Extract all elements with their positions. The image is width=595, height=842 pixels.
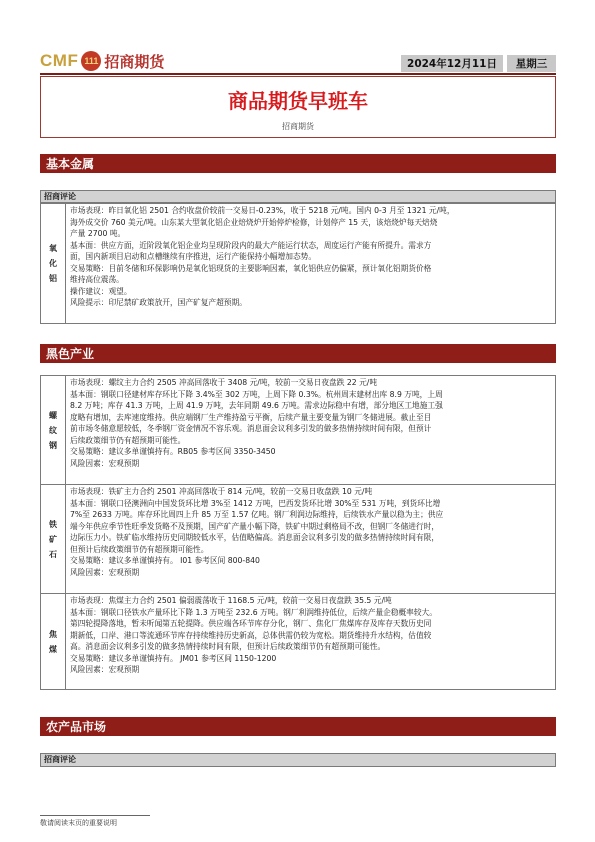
table-row [41,204,556,324]
text-line: 市场表现：铁矿主力合约 2501 冲高回落收于 814 元/吨，较前一交易日收盘跌 10 元/吨 [70,487,373,496]
text-line: 风险因素：宏观预期 [70,567,140,577]
text-line: 风险提示：印尼禁矿政策放开，国产矿复产超预期。 [70,298,247,307]
text-line: 后续政策细节仍有超预期可能性。 [70,435,186,445]
report-date: 2024年12月11日 [401,55,503,72]
header-rule [40,73,556,75]
logo-latin: CMF [40,51,79,70]
logo-mark-icon: 111 [81,51,101,71]
category-iron-ore: 铁 矿 石 [41,485,66,594]
category-rebar: 螺 纹 钢 [41,376,66,485]
text-line: 高。消息面会议利多引发的做多热情持续时间有限，但预计后续政策细节仍有超预期可能性。 [70,642,386,651]
text-line: 交易策略：建议多单谨慎持有。 I01 参考区间 800-840 [70,556,260,565]
text-line: 8.2 万吨；库存 41.3 万吨，上周 41.9 万吨，去年同期 49.6 万吨。需求边际稳中有增，部分地区工地施工强 [70,401,443,410]
page-subtitle: 招商期货 [282,122,314,131]
category-alumina: 氧 化 铝 [41,204,66,324]
text-line: 海外成交价 760 美元/吨。山东某大型氧化铝企业焙烧炉开始停炉检修，计划停产 15 天，该焙烧炉每天焙烧 [70,217,438,227]
table-row [41,485,556,594]
text-line: 风险因素：宏观预期 [70,458,140,468]
text-line: 基本面：钢联口径建材库存环比下降 3.4%至 302 万吨，上周下降 0.3%。杭州周末建材出库 8.9 万吨，上周 [70,389,443,399]
text-line: 交易策略：目前冬储和环保影响仍是氧化铝现货的主要影响因素，氧化铝供应仍偏紧，预计氧化铝期货价格 [70,263,432,273]
row-body [66,376,556,485]
row-body [66,485,556,594]
table-row [41,594,556,690]
section-heading-base-metals: 基本金属 [40,154,556,173]
text-line: 但预计后续政策细节仍有超预期可能性。 [70,544,209,554]
comment-header: 招商评论 [40,753,556,767]
text-line: 市场表现：螺纹主力合约 2505 冲高回落收于 3408 元/吨，较前一交易日夜盘跌 22 元/吨 [70,378,378,387]
text-line: 前市场冬储意愿较低，冬季钢厂资金情况不容乐观。消息面会议利多引发的做多热情持续时间有限，但预计 [70,424,432,433]
text-line: 7%至 2633 万吨。库存环比周四上升 85 万至 1.57 亿吨。钢厂利润边际维持，后续铁水产量以稳为主；供应 [70,510,444,519]
text-line: 基本面：供应方面，近阶段氧化铝企业均呈现阶段内的最大产能运行状态，周度运行产能有所提升。需求方 [70,240,432,250]
table-row [41,376,556,485]
row-body [66,204,556,324]
title-box [40,76,556,138]
text-line: 第四轮提降落地，暂未听闻第五轮提降。供应端各环节库存分化，钢厂、焦化厂焦煤库存及库存天数历史同 [70,619,432,628]
company-logo [40,49,164,73]
ferrous-table [40,375,556,690]
text-line: 基本面：钢联口径铁水产量环比下降 1.3 万吨至 232.6 万吨。钢厂利润维持低位，后续产量企稳概率较大。 [70,607,437,617]
text-line: 边际压力小。铁矿临水维持历史同期较低水平，估值略偏高。消息面会议利多引发的做多热情持续时间有限， [70,533,440,542]
text-line: 端今年供应季节性旺季发货略不及预期，国产矿产量小幅下降，铁矿中期过剩格局不改，但钢厂冬储进行时， [70,521,440,531]
section-heading-agri: 农产品市场 [40,717,556,736]
logo-chinese: 招商期货 [104,52,165,71]
footer-rule [40,815,150,816]
text-line: 风险因素：宏观预期 [70,665,140,674]
section-heading-ferrous: 黑色产业 [40,344,556,363]
text-line: 交易策略：建议多单谨慎持有。 JM01 参考区间 1150-1200 [70,653,277,663]
text-line: 市场表现：昨日氧化铝 2501 合约收盘价较前一交易日-0.23%，收于 5218 元/吨。国内 0-3 月至 1321 元/吨， [70,206,455,215]
text-line: 期新低，口岸、港口等流通环节库存持续维持历史新高，总体供需仍较为宽松。期货维持升水结构，估值较 [70,630,432,640]
category-coking-coal: 焦 煤 [41,594,66,690]
text-line: 度略有增加，去库速度维持。供应端钢厂生产维持盈亏平衡，后续产量主要变量为钢厂冬储进展。截止至目 [70,412,432,422]
text-line: 市场表现：焦煤主力合约 2501 偏弱震荡收于 1168.5 元/吨，较前一交易日夜盘跌 35.5 元/吨 [70,596,392,605]
report-weekday: 星期三 [507,55,556,72]
text-line: 维持高位震荡。 [70,275,124,284]
base-metals-table [40,203,556,324]
text-line: 面，国内新项目启动和点槽继续有序推进，运行产能保持小幅增加态势。 [70,252,317,261]
text-line: 交易策略：建议多单谨慎持有。RB05 参考区间 3350-3450 [70,447,276,456]
footer-note: 敬请阅读末页的重要说明 [40,819,117,827]
page-title: 商品期货早班车 [228,89,368,113]
text-line: 产量 2700 吨。 [70,229,126,238]
text-line: 操作建议：观望。 [70,286,132,296]
text-line: 基本面：钢联口径澳洲向中国发货环比增 3%至 1412 万吨，巴西发货环比增 30%至 531 万吨，到货环比增 [70,498,441,508]
row-body [66,594,556,690]
comment-header: 招商评论 [40,190,556,203]
